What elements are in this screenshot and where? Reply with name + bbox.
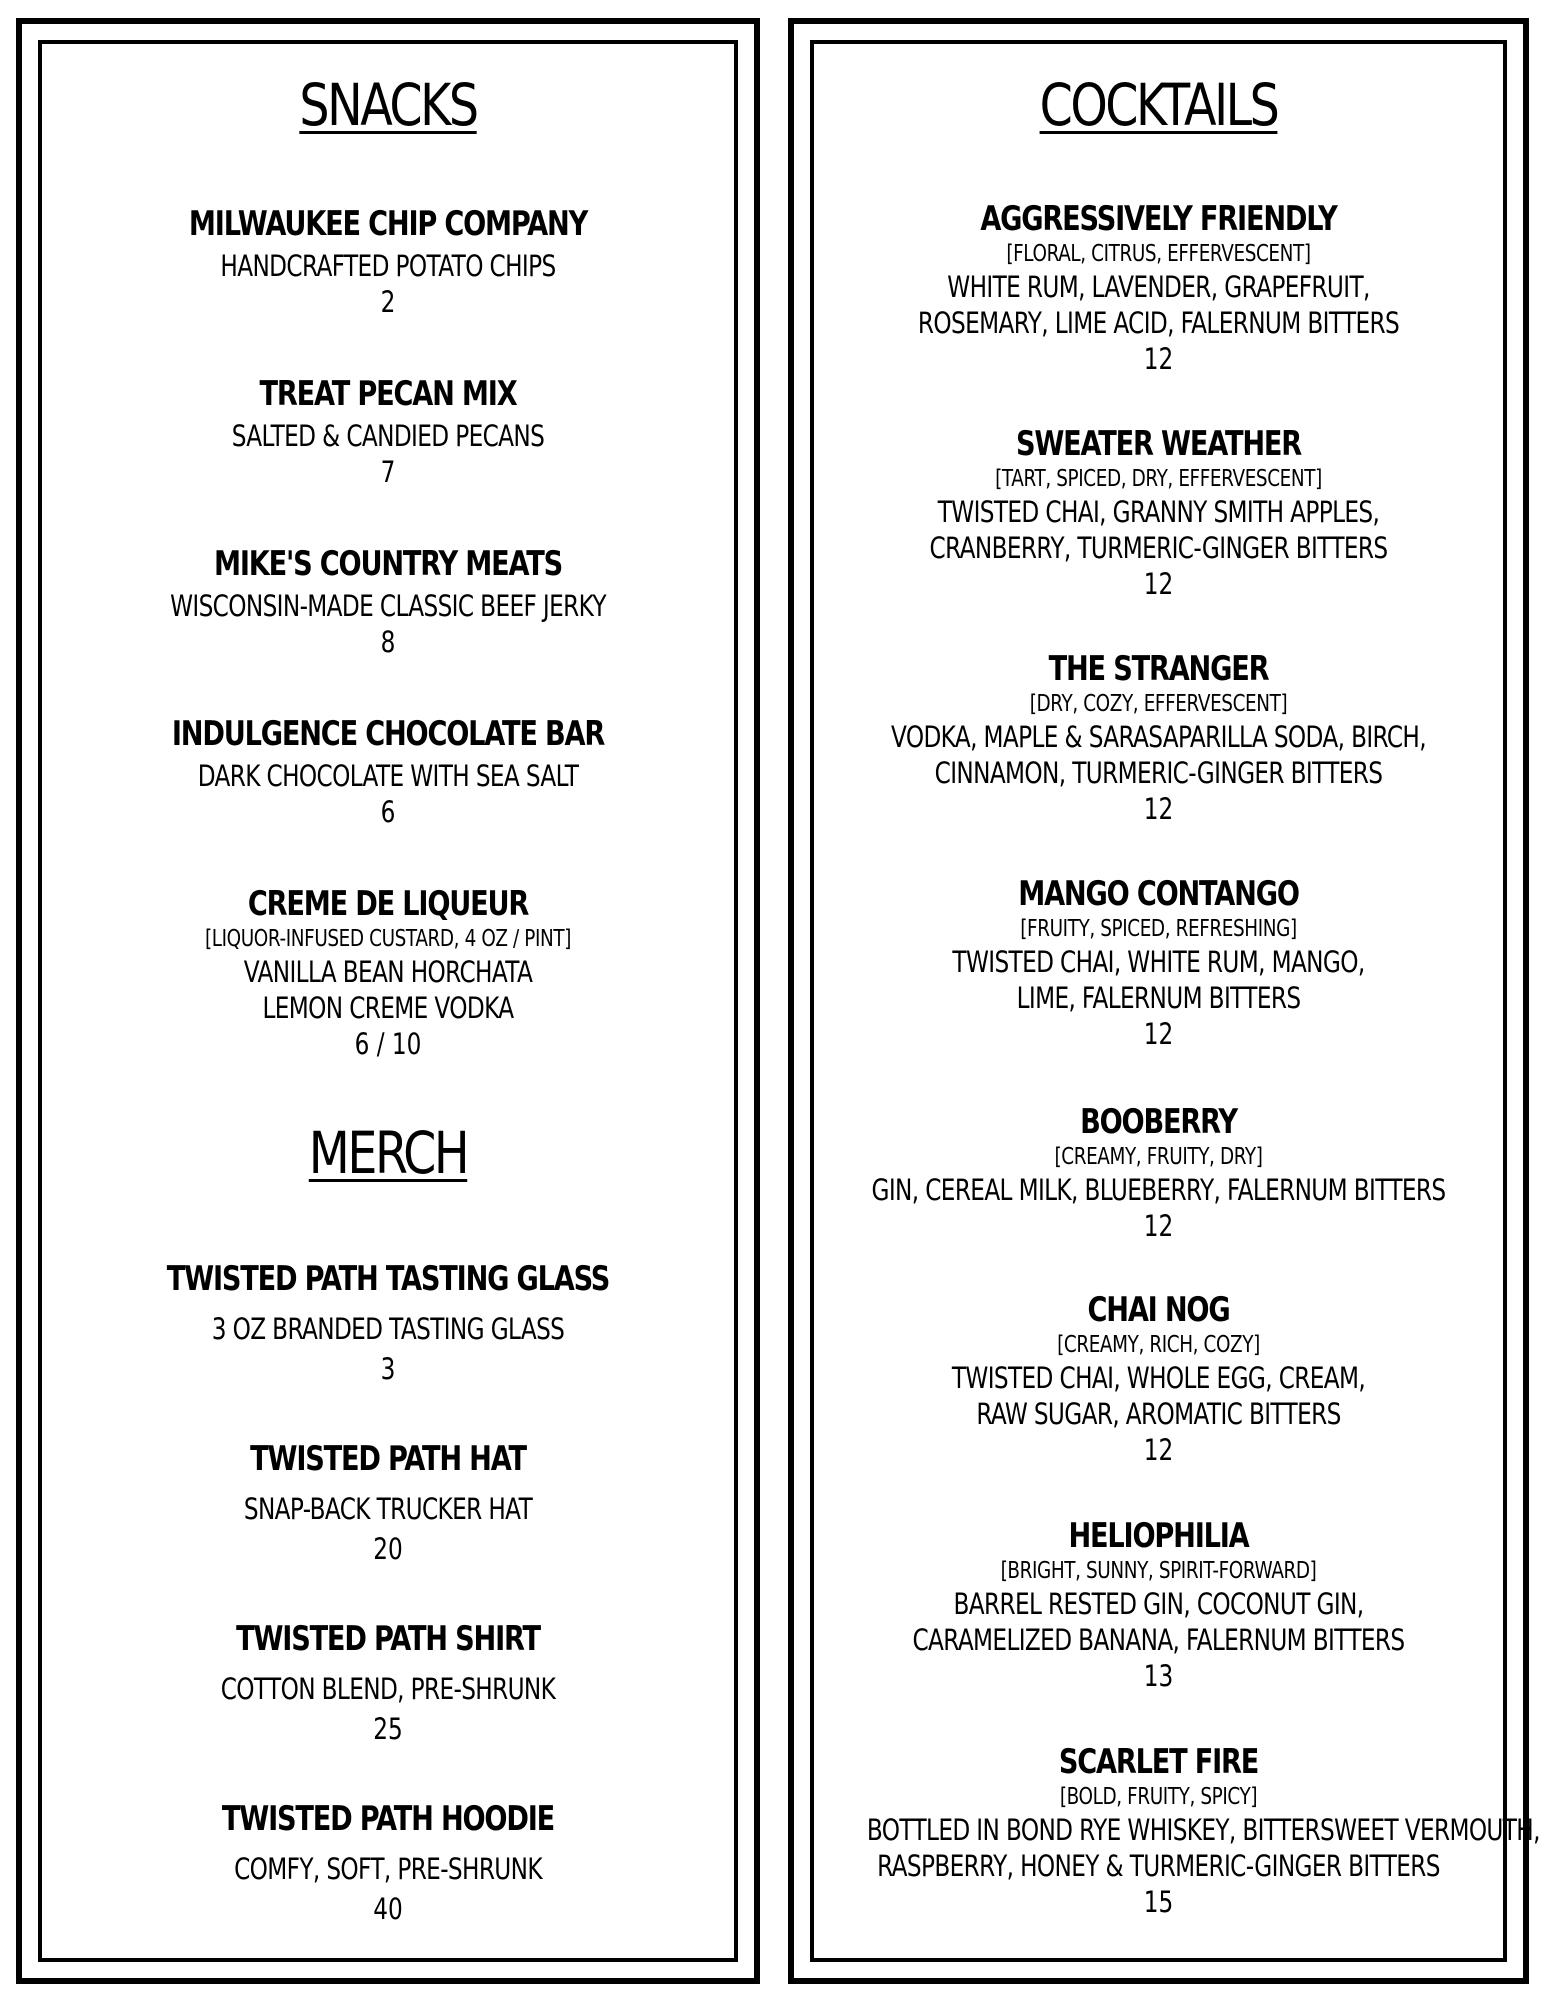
item-desc: GIN, CEREAL MILK, BLUEBERRY, FALERNUM BITTERS [871,1173,1446,1207]
item-desc: COMFY, SOFT, PRE-SHRUNK [234,1852,542,1886]
item-price: 12 [1143,1209,1174,1243]
item-desc: TWISTED CHAI, GRANNY SMITH APPLES, [937,495,1380,529]
item-name: TWISTED PATH HOODIE [221,1799,555,1839]
item-name: HELIOPHILIA [1068,1516,1249,1556]
item-desc: CINNAMON, TURMERIC-GINGER BITTERS [934,756,1383,790]
item-name: MANGO CONTANGO [1018,874,1299,914]
item-note: [FLORAL, CITRUS, EFFERVESCENT] [1006,241,1311,267]
item-desc: RAW SUGAR, AROMATIC BITTERS [976,1397,1341,1431]
item-note: [CREAMY, RICH, COZY] [1057,1332,1260,1358]
merch-item [22,1619,754,1747]
merch-item [22,1799,754,1927]
item-desc: BARREL RESTED GIN, COCONUT GIN, [953,1587,1364,1621]
item-price: 6 / 10 [354,1027,422,1061]
item-price: 6 [380,795,396,829]
item-desc: WHITE RUM, LAVENDER, GRAPEFRUIT, [947,270,1370,304]
item-note: [LIQUOR-INFUSED CUSTARD, 4 OZ / PINT] [204,926,572,952]
item-note: [CREAMY, FRUITY, DRY] [1054,1144,1263,1170]
merch-item [22,1259,754,1387]
item-price: 3 [380,1352,396,1386]
cocktail-item [794,424,1523,602]
snack-item [22,374,754,490]
cocktail-item [794,1102,1523,1244]
item-name: INDULGENCE CHOCOLATE BAR [171,714,605,754]
item-note: [BOLD, FRUITY, SPICY] [1059,1784,1258,1810]
item-price: 8 [380,625,396,659]
item-desc: VANILLA BEAN HORCHATA [243,955,533,989]
item-desc: CRANBERRY, TURMERIC-GINGER BITTERS [929,531,1388,565]
item-desc: LIME, FALERNUM BITTERS [1016,981,1301,1015]
item-desc: SNAP-BACK TRUCKER HAT [243,1492,533,1526]
item-price: 25 [373,1712,403,1746]
item-price: 15 [1143,1885,1174,1919]
item-name: CHAI NOG [1087,1290,1230,1330]
item-desc: COTTON BLEND, PRE-SHRUNK [220,1672,556,1706]
item-desc: DARK CHOCOLATE WITH SEA SALT [197,759,579,793]
cocktail-item [794,1516,1523,1694]
item-desc: VODKA, MAPLE & SARASAPARILLA SODA, BIRCH, [891,720,1426,754]
item-desc: TWISTED CHAI, WHOLE EGG, CREAM, [951,1361,1366,1395]
item-price: 40 [373,1892,403,1926]
cocktails-panel [788,18,1540,1984]
item-name: MILWAUKEE CHIP COMPANY [188,204,588,244]
item-price: 12 [1143,342,1174,376]
item-price: 12 [1143,792,1174,826]
merch-item [22,1439,754,1567]
item-name: TWISTED PATH HAT [250,1439,526,1479]
snack-item [22,544,754,660]
cocktail-item [794,1742,1540,1920]
cocktails-title: COCKTAILS [1039,71,1278,139]
cocktail-item [794,199,1523,377]
item-name: SWEATER WEATHER [1015,424,1302,464]
cocktail-item [794,649,1523,827]
item-desc: HANDCRAFTED POTATO CHIPS [220,249,556,283]
snacks-merch-panel [16,18,760,1984]
item-note: [FRUITY, SPICED, REFRESHING] [1020,916,1297,942]
item-name: TWISTED PATH SHIRT [236,1619,540,1659]
item-price: 12 [1143,1433,1174,1467]
item-price: 20 [373,1532,403,1566]
item-desc: LEMON CREME VODKA [262,991,514,1025]
item-name: BOOBERRY [1080,1102,1237,1142]
item-name: MIKE'S COUNTRY MEATS [213,544,563,584]
item-desc: TWISTED CHAI, WHITE RUM, MANGO, [952,945,1365,979]
item-desc: CARAMELIZED BANANA, FALERNUM BITTERS [912,1623,1405,1657]
item-desc: SALTED & CANDIED PECANS [231,419,545,453]
snacks-heading-wrap [22,71,754,139]
item-desc: RASPBERRY, HONEY & TURMERIC-GINGER BITTERS [877,1849,1440,1883]
snack-item [22,884,754,1062]
item-price: 12 [1143,567,1174,601]
snack-item [22,204,754,320]
cocktail-item [794,1290,1523,1468]
item-note: [DRY, COZY, EFFERVESCENT] [1029,691,1288,717]
item-note: [BRIGHT, SUNNY, SPIRIT-FORWARD] [1000,1558,1317,1584]
item-note: [TART, SPICED, DRY, EFFERVESCENT] [995,466,1322,492]
item-name: AGGRESSIVELY FRIENDLY [980,199,1337,239]
item-name: TWISTED PATH TASTING GLASS [166,1259,610,1299]
item-desc: WISCONSIN-MADE CLASSIC BEEF JERKY [170,589,606,623]
item-name: THE STRANGER [1048,649,1269,689]
item-price: 12 [1143,1017,1174,1051]
item-price: 13 [1143,1659,1174,1693]
cocktails-heading-wrap [794,71,1523,139]
item-desc: 3 OZ BRANDED TASTING GLASS [211,1312,565,1346]
item-name: TREAT PECAN MIX [259,374,517,414]
cocktail-item [794,874,1523,1052]
merch-heading-wrap [22,1119,754,1187]
item-price: 2 [380,285,396,319]
item-name: SCARLET FIRE [1058,1742,1259,1782]
snacks-title: SNACKS [299,71,477,139]
snack-item [22,714,754,830]
merch-title: MERCH [308,1119,468,1187]
item-desc: BOTTLED IN BOND RYE WHISKEY, BITTERSWEET VERMOUTH, [866,1813,1540,1847]
item-desc: ROSEMARY, LIME ACID, FALERNUM BITTERS [917,306,1400,340]
item-price: 7 [380,455,396,489]
item-name: CREME DE LIQUEUR [247,884,529,924]
